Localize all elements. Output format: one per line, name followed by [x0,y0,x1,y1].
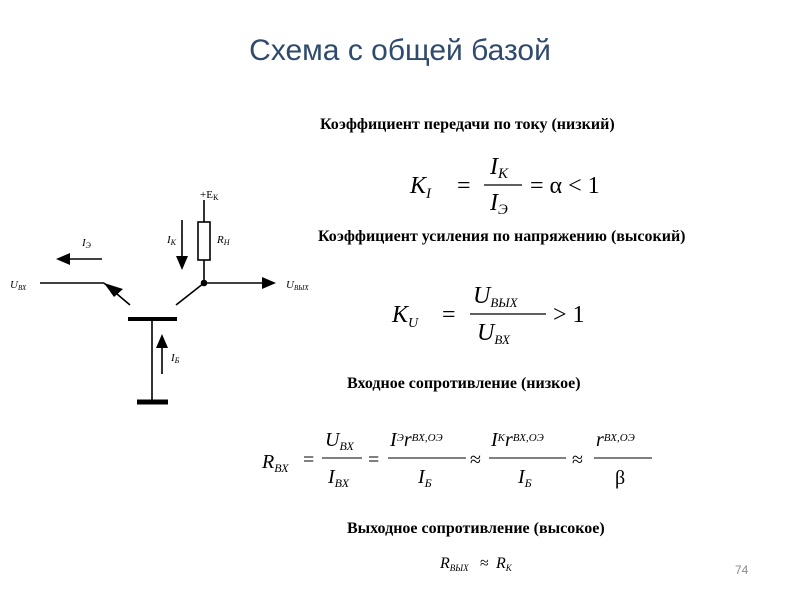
f3-frac4-den: β [615,467,626,489]
f2-num: UВЫХ [473,283,518,310]
f1-den: IЭ [490,190,508,218]
f3-approx1: ≈ [470,449,481,471]
f2-lhs: $K_U$ [392,302,419,331]
label-ek: +EК [200,189,219,202]
label-ie: IЭ [82,237,91,250]
formula-input-resistance [261,429,652,490]
label-ib: IБ [171,352,180,365]
f3-frac2-num: $I^Эr^{ВХ,ОЭ}$ [390,429,443,451]
f2-den: UВХ [477,320,510,347]
collector-lead [176,283,204,305]
emitter-arrow [104,283,123,297]
f3-frac2-den: $I_Б$ [418,466,432,490]
f3-frac1-den: $I_{ВХ}$ [328,466,350,490]
f4-rhs: RК [496,555,512,573]
f3-eq2: = [368,449,380,471]
circuit-labels [10,189,309,365]
f3-lhs: $R_{ВХ}$ [262,451,289,475]
f1-rhs: = α < 1 [530,173,600,199]
f4-lhs: RВЫХ [440,555,469,573]
label-ik: IК [167,234,176,247]
formula-voltage-gain [391,283,585,347]
label-u-out: UВЫХ [286,279,309,292]
f1-eq: = [457,173,471,199]
slide-title: Схема с общей базой [249,34,551,67]
f2-rhs: > 1 [553,302,585,328]
f3-approx2: ≈ [572,449,583,471]
ib-arrow-head [156,334,168,348]
ik-arrow-head [176,256,188,270]
page-number: 74 [735,563,749,577]
common-base-circuit [40,200,276,402]
f3-frac3-num: $I^Кr^{ВХ,ОЭ}$ [491,429,544,451]
f3-frac3-den: $I_Б$ [518,466,532,490]
f4-approx: ≈ [480,555,489,572]
f2-eq: = [442,302,456,328]
ie-arrow-head [56,253,70,265]
heading-input-resistance: Входное сопротивление (низкое) [347,375,581,392]
f3-frac1-num: $U_{ВХ}$ [325,429,354,453]
f1-lhs: $K_I$ [410,173,432,202]
f3-eq1: = [303,449,315,471]
heading-output-resistance: Выходное сопротивление (высокое) [347,520,605,537]
resistor-rn [198,222,210,260]
heading-current-gain: Коэффициент передачи по току (низкий) [320,116,615,133]
label-u-in: UВХ [10,279,27,292]
formula-current-gain [409,154,600,218]
f1-num: IК [490,154,508,182]
output-arrow [262,277,276,289]
label-rn: RН [217,234,230,247]
f3-frac4-num: $r^{ВХ,ОЭ}$ [596,429,635,451]
formula-output-resistance [439,555,513,573]
heading-voltage-gain: Коэффициент усиления по напряжению (высокий) [318,228,686,245]
